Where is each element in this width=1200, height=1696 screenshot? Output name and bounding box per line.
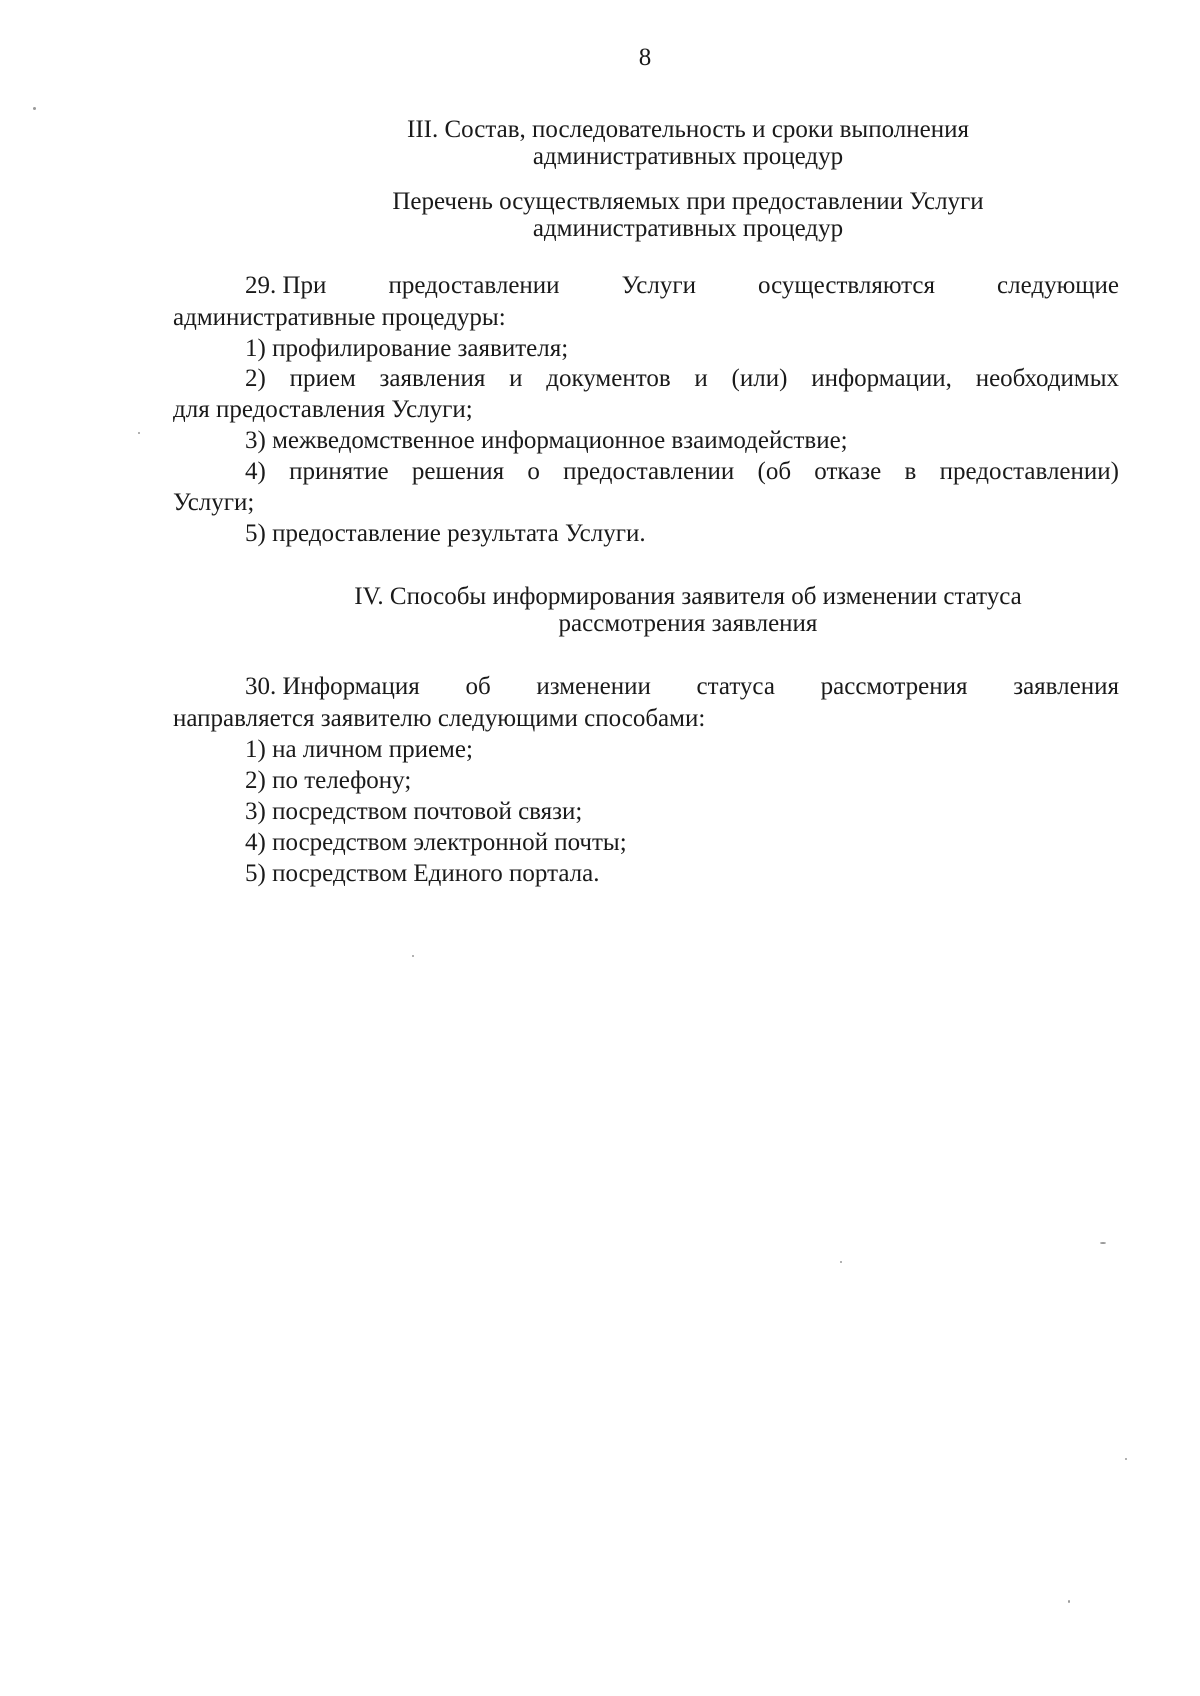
section-4-title	[312, 583, 1064, 637]
clause-29-item-continuation: Услуги;	[173, 489, 255, 516]
section-4-title-line-2: рассмотрения заявления	[558, 610, 818, 637]
clause-29-item: 5) предоставление результата Услуги.	[245, 520, 646, 547]
section-3-title-line-1: III. Состав, последовательность и сроки выполнения	[407, 116, 969, 143]
clause-30-word: 30. Информация	[245, 673, 420, 700]
clause-30-word: статуса	[696, 673, 775, 700]
clause-29-word: 29. При	[245, 272, 327, 299]
clause-29-item: 4) принятие решения о предоставлении (об отказе в предоставлении)	[245, 458, 1119, 485]
section-3-subtitle-line-1: Перечень осуществляемых при предоставлении Услуги	[392, 188, 984, 215]
clause-30-item: 1) на личном приеме;	[245, 736, 473, 763]
clause-29-item: 2) прием заявления и документов и (или) информации, необходимых	[245, 365, 1119, 392]
clause-30-item: 4) посредством электронной почты;	[245, 829, 627, 856]
clause-30-first-line	[245, 672, 1119, 702]
scan-speck	[840, 1261, 842, 1263]
clause-29-word: следующие	[997, 272, 1119, 299]
clause-30-item: 5) посредством Единого портала.	[245, 860, 600, 887]
page-number: 8	[638, 44, 652, 71]
clause-29-item: 3) межведомственное информационное взаимодействие;	[245, 427, 848, 454]
section-3-title-line-2: административных процедур	[532, 143, 844, 170]
scan-speck	[1125, 1458, 1127, 1460]
clause-29-first-line	[245, 271, 1119, 301]
clause-30-item: 3) посредством почтовой связи;	[245, 798, 583, 825]
section-3-subtitle	[360, 188, 1016, 242]
clause-29-continuation: административные процедуры:	[173, 304, 506, 331]
scan-speck	[33, 107, 36, 110]
clause-29-word: осуществляются	[757, 272, 935, 299]
clause-30-item: 2) по телефону;	[245, 767, 412, 794]
clause-30-word: об	[465, 673, 491, 700]
scan-speck	[1068, 1600, 1070, 1603]
clause-30-word: заявления	[1013, 673, 1119, 700]
clause-29-word: предоставлении	[388, 272, 560, 299]
scan-speck	[138, 432, 140, 434]
section-3-subtitle-line-2: административных процедур	[532, 215, 844, 242]
clause-30-word: рассмотрения	[820, 673, 968, 700]
scan-speck	[1100, 1242, 1106, 1244]
section-4-title-line-1: IV. Способы информирования заявителя об изменении статуса	[354, 583, 1022, 610]
clause-29-item-continuation: для предоставления Услуги;	[173, 396, 473, 423]
clause-30-continuation: направляется заявителю следующими способами:	[173, 705, 706, 732]
section-3-title	[378, 116, 998, 170]
clause-29-word: Услуги	[621, 272, 696, 299]
clause-29-item: 1) профилирование заявителя;	[245, 335, 569, 362]
clause-30-word: изменении	[536, 673, 651, 700]
scan-speck	[412, 955, 414, 957]
